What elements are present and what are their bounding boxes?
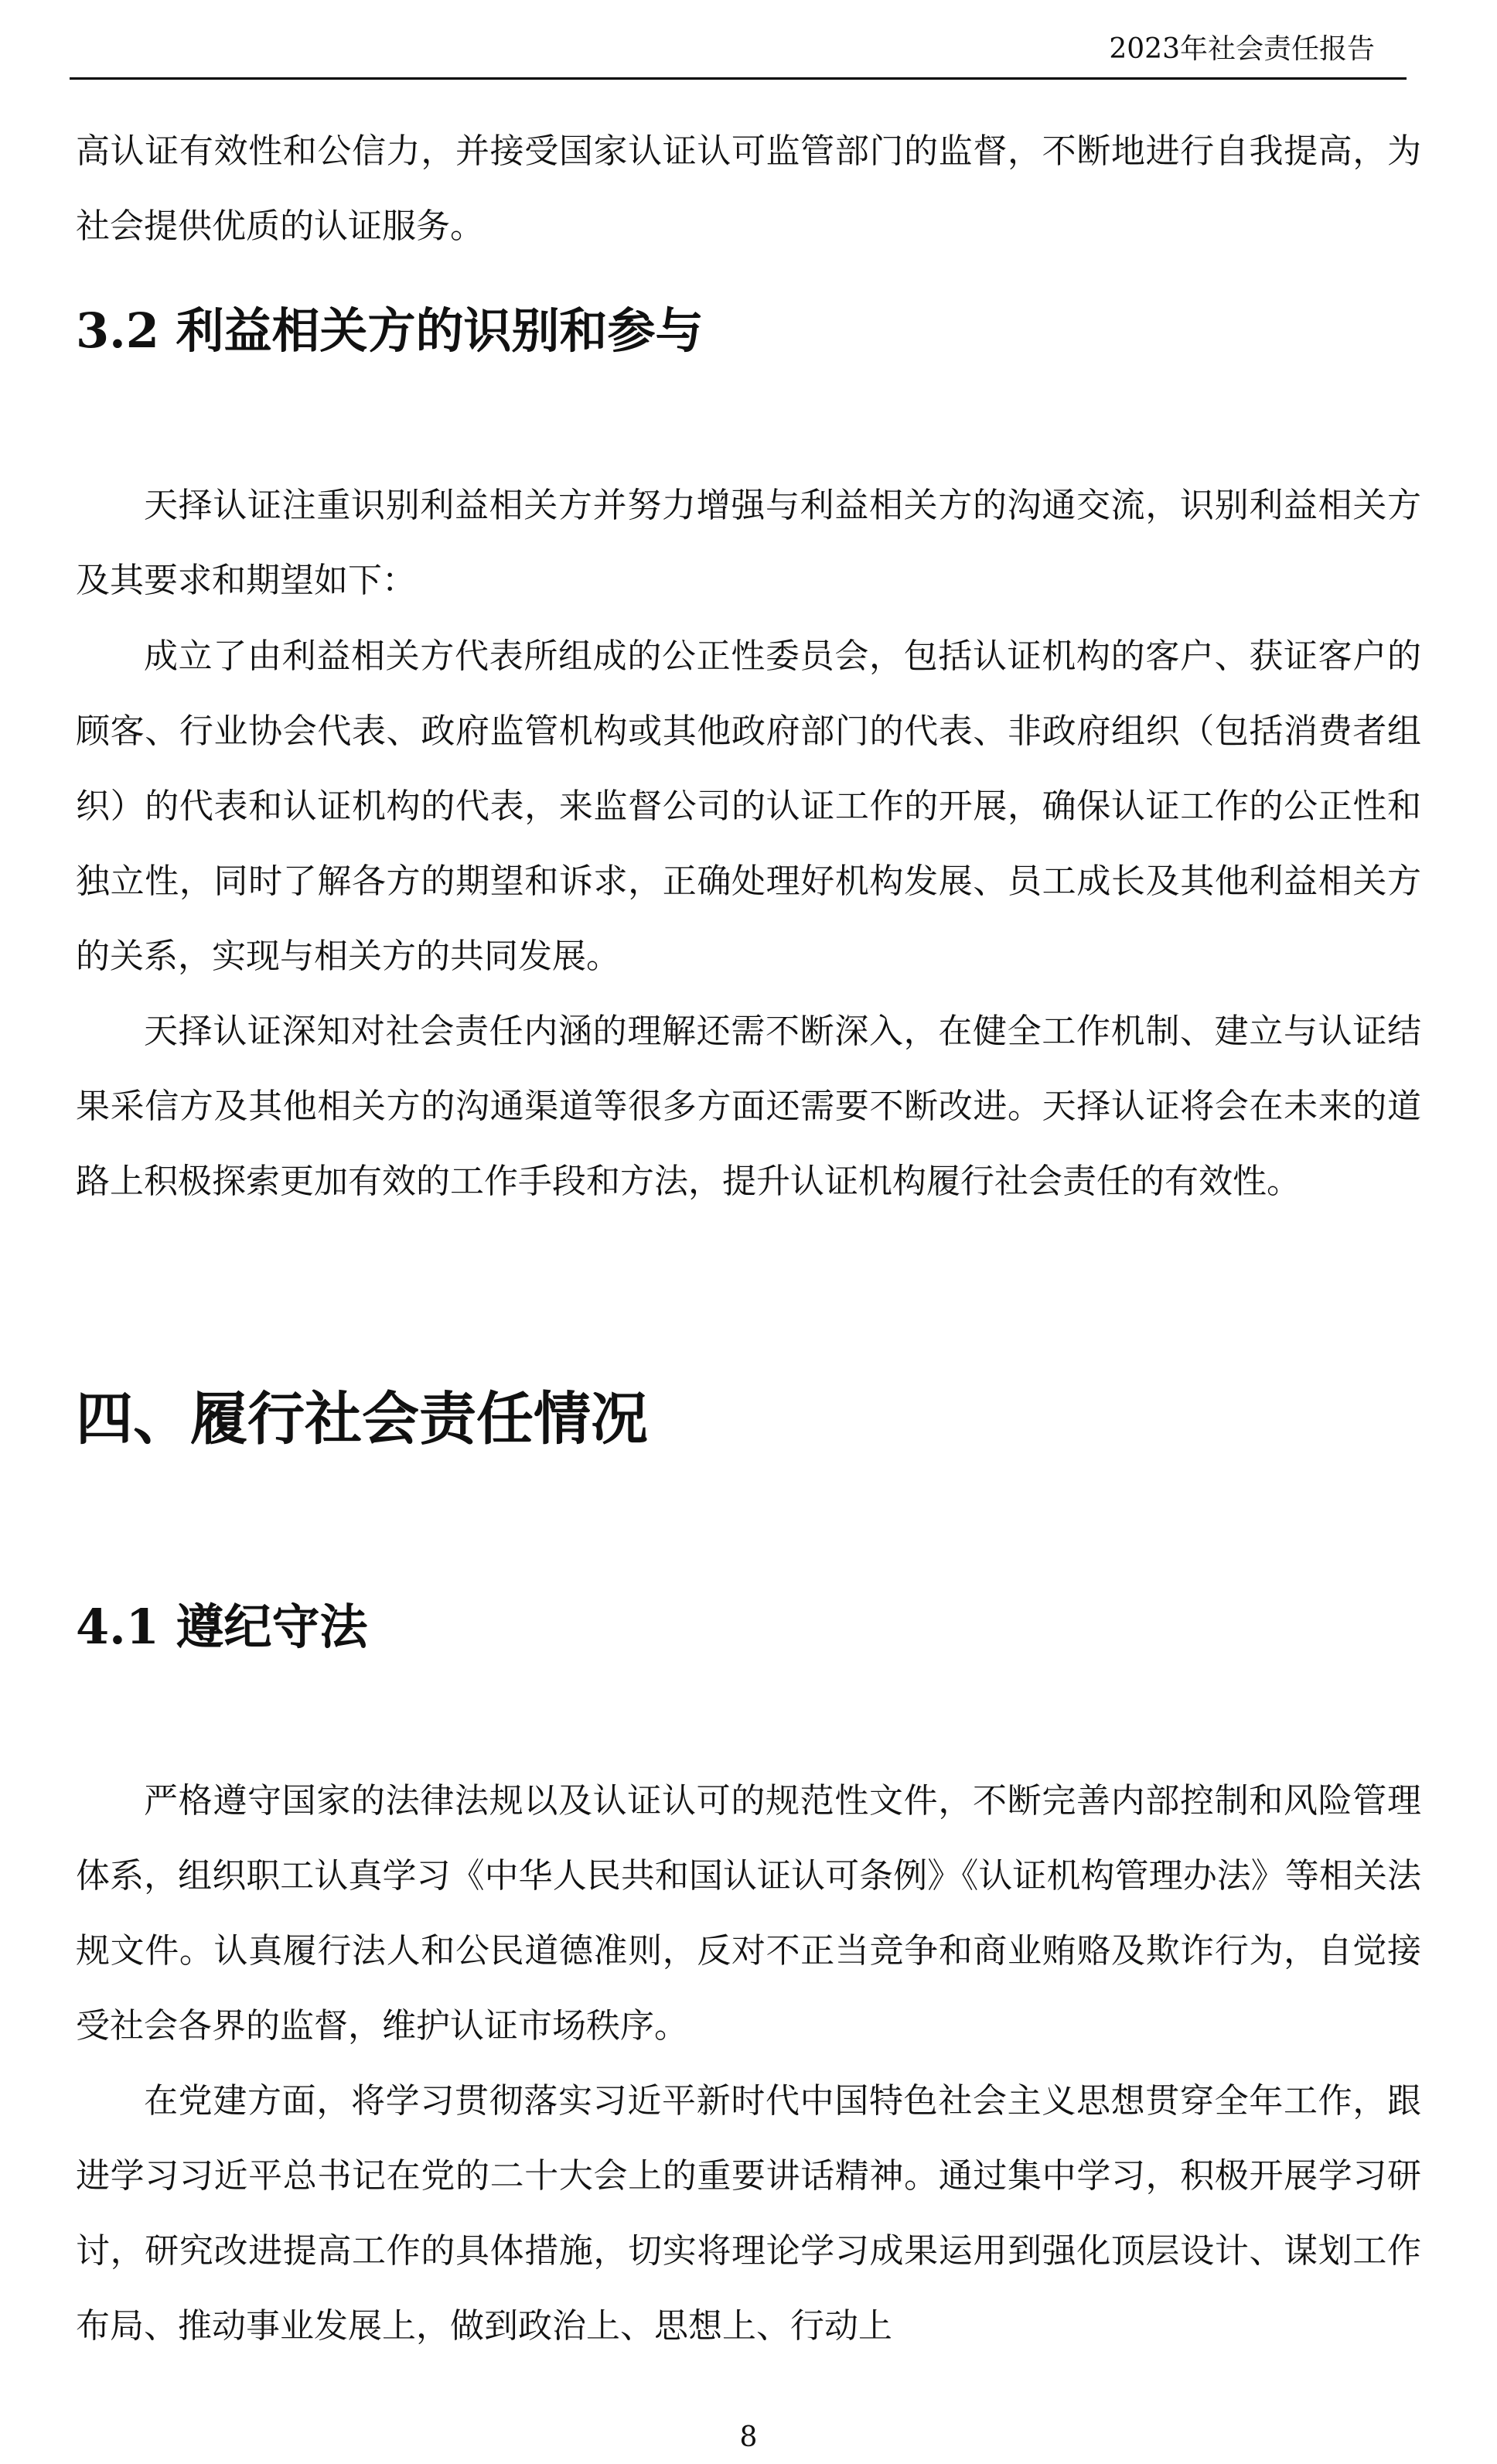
paragraph-social-responsibility: 天择认证深知对社会责任内涵的理解还需不断深入，在健全工作机制、建立与认证结果采信方及其他相关方的沟通渠道等很多方面还需要不断改进。天择认证将会在未来的道路上积极探索更加有效的工作手段和方法，提升认证机构履行社会责任的有效性。 [76, 1012, 1421, 1201]
page-number: 8 [739, 2421, 758, 2453]
header-title: 2023年社会责任报告 [1109, 33, 1375, 65]
paragraph-stakeholder-intro: 天择认证注重识别利益相关方并努力增强与利益相关方的沟通交流，识别利益相关方及其要求和期望如下： [76, 486, 1421, 600]
paragraph-impartiality-committee: 成立了由利益相关方代表所组成的公正性委员会，包括认证机构的客户、获证客户的顾客、行业协会代表、政府监管机构或其他政府部门的代表、非政府组织（包括消费者组织）的代表和认证机构的代表，来监督公司的认证工作的开展，确保认证工作的公正性和独立性，同时了解各方的期望和诉求，正确处理好机构发展、员工成长及其他利益相关方的关系，实现与相关方的共同发展。 [76, 636, 1421, 976]
chapter-heading-4: 四、履行社会责任情况 [76, 1386, 648, 1452]
paragraph-party-building: 在党建方面，将学习贯彻落实习近平新时代中国特色社会主义思想贯穿全年工作，跟进学习习近平总书记在党的二十大会上的重要讲话精神。通过集中学习，积极开展学习研讨，研究改进提高工作的具体措施，切实将理论学习成果运用到强化顶层设计、谋划工作布局、推动事业发展上，做到政治上、思想上、行动上 [76, 2081, 1421, 2346]
section-heading-4-1: 4.1 遵纪守法 [76, 1599, 368, 1655]
paragraph-compliance: 严格遵守国家的法律法规以及认证认可的规范性文件，不断完善内部控制和风险管理体系，组织职工认真学习《中华人民共和国认证认可条例》《认证机构管理办法》等相关法规文件。认真履行法人和公民道德准则，反对不正当竞争和商业贿赂及欺诈行为，自觉接受社会各界的监督，维护认证市场秩序。 [76, 1781, 1421, 2046]
section-heading-3-2: 3.2 利益相关方的识别和参与 [76, 302, 704, 359]
paragraph-continuation: 高认证有效性和公信力，并接受国家认证认可监管部门的监督，不断地进行自我提高，为社会提供优质的认证服务。 [76, 131, 1421, 246]
header-rule [70, 77, 1407, 80]
